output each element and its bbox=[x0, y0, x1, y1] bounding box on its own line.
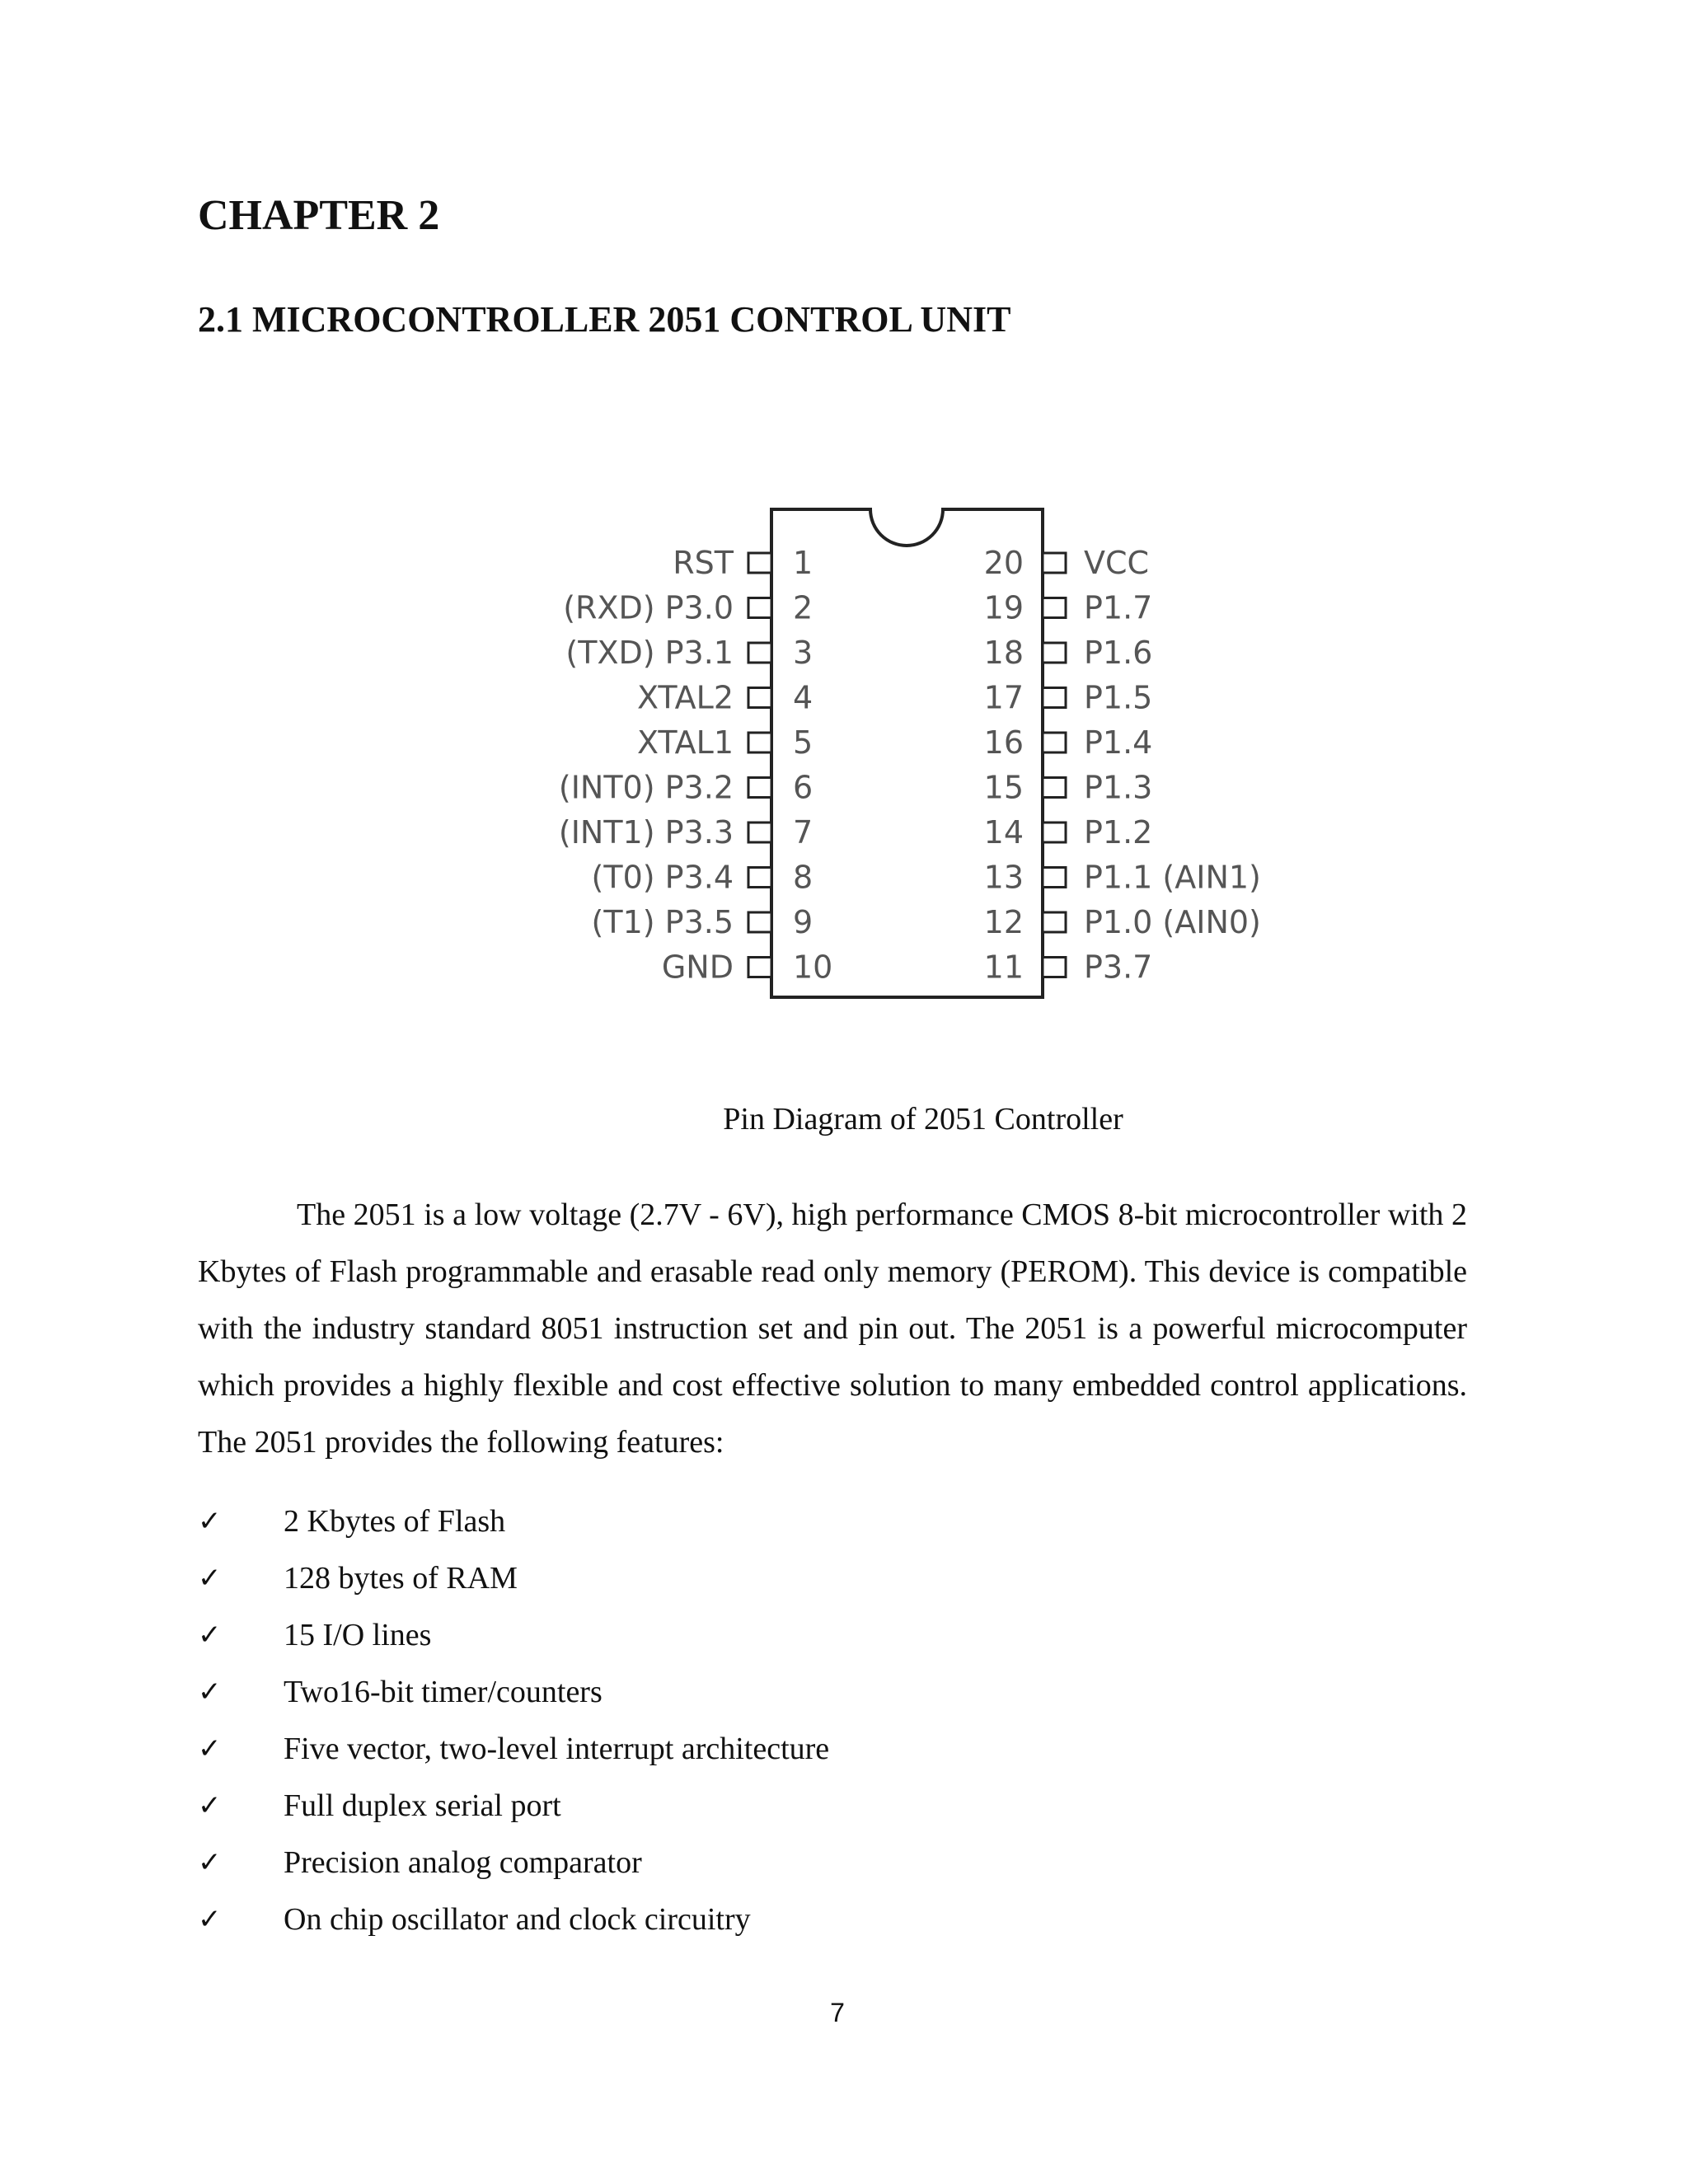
figure-caption-row bbox=[0, 1101, 1688, 1137]
pin-label: P1.1 (AIN1) bbox=[1084, 859, 1261, 896]
pin-square bbox=[748, 823, 771, 842]
pin-square bbox=[1043, 958, 1066, 977]
checkmark-icon: ✓ bbox=[198, 1789, 222, 1822]
pin-square bbox=[1043, 823, 1066, 842]
pin-label: VCC bbox=[1084, 545, 1150, 581]
pin-square bbox=[748, 868, 771, 888]
pin-label: (TXD) P3.1 bbox=[565, 635, 734, 671]
feature-item bbox=[198, 1607, 829, 1664]
pin-square bbox=[1043, 778, 1066, 798]
checkmark-icon: ✓ bbox=[198, 1562, 222, 1595]
pin-number: 19 bbox=[983, 589, 1024, 626]
pin-number: 7 bbox=[793, 814, 814, 851]
pin-square bbox=[1043, 688, 1066, 708]
pin-number: 17 bbox=[983, 679, 1024, 716]
pin-label: P1.2 bbox=[1084, 814, 1153, 851]
pin-label: P1.4 bbox=[1084, 724, 1153, 761]
feature-item bbox=[198, 1891, 829, 1948]
pin-number: 8 bbox=[793, 859, 814, 896]
checkmark-icon: ✓ bbox=[198, 1619, 222, 1652]
pin-label: XTAL1 bbox=[637, 724, 734, 761]
feature-text: 128 bytes of RAM bbox=[284, 1561, 518, 1596]
page-number: 7 bbox=[830, 1998, 845, 2027]
pin-number: 12 bbox=[983, 904, 1024, 940]
pin-number: 16 bbox=[983, 724, 1024, 761]
pin-number: 1 bbox=[793, 545, 814, 581]
pin-square bbox=[748, 912, 771, 932]
feature-item bbox=[198, 1550, 829, 1607]
checkmark-icon: ✓ bbox=[198, 1732, 222, 1765]
feature-text: On chip oscillator and clock circuitry bbox=[284, 1902, 751, 1937]
pin-square bbox=[748, 598, 771, 618]
body-paragraph: The 2051 is a low voltage (2.7V - 6V), high performance CMOS 8-bit microcontroller with 2 Kbytes of Flash programmable and erasable read only memory (PEROM). This device is compatible with the industry standard 8051 instruction set and pin out. The 2051 is a powerful microcomputer which provides a highly flexible and cost effective solution to many embedded control applications. The 2051 provides the following features: bbox=[198, 1197, 1467, 1460]
chapter-title: CHAPTER 2 bbox=[198, 192, 440, 239]
pin-square bbox=[1043, 733, 1066, 752]
pin-square bbox=[748, 643, 771, 663]
pin-square bbox=[1043, 868, 1066, 888]
pin-square bbox=[1043, 598, 1066, 618]
feature-text: Two16-bit timer/counters bbox=[284, 1675, 603, 1709]
pin-label: (T0) P3.4 bbox=[591, 859, 734, 896]
feature-item bbox=[198, 1493, 829, 1550]
checkmark-icon: ✓ bbox=[198, 1903, 222, 1936]
pin-label: XTAL2 bbox=[637, 679, 734, 716]
pin-square bbox=[748, 733, 771, 752]
pin-number: 5 bbox=[793, 724, 814, 761]
feature-text: 2 Kbytes of Flash bbox=[284, 1504, 506, 1539]
feature-item bbox=[198, 1721, 829, 1778]
feature-text: 15 I/O lines bbox=[284, 1618, 432, 1652]
pin-number: 10 bbox=[793, 949, 833, 986]
page-number-row bbox=[0, 1998, 1688, 2028]
feature-item bbox=[198, 1664, 829, 1721]
checkmark-icon: ✓ bbox=[198, 1846, 222, 1879]
feature-text: Precision analog comparator bbox=[284, 1845, 642, 1880]
pin-label: (INT0) P3.2 bbox=[558, 769, 734, 806]
pin-number: 9 bbox=[793, 904, 814, 940]
feature-item bbox=[198, 1835, 829, 1891]
checkmark-icon: ✓ bbox=[198, 1505, 222, 1538]
pin-label: P1.5 bbox=[1084, 679, 1153, 716]
pin-number: 6 bbox=[793, 769, 814, 806]
feature-text: Full duplex serial port bbox=[284, 1788, 561, 1823]
pin-number: 11 bbox=[983, 949, 1024, 986]
pin-label: P1.3 bbox=[1084, 769, 1153, 806]
pin-number: 18 bbox=[983, 635, 1024, 671]
pin-label: P1.0 (AIN0) bbox=[1084, 904, 1261, 940]
pin-number: 3 bbox=[793, 635, 814, 671]
pin-label: (T1) P3.5 bbox=[591, 904, 734, 940]
pin-square bbox=[748, 553, 771, 573]
pin-label: RST bbox=[673, 545, 734, 581]
pin-label: (RXD) P3.0 bbox=[563, 589, 734, 626]
pin-label: GND bbox=[661, 949, 734, 986]
pin-number: 20 bbox=[983, 545, 1024, 581]
pin-number: 14 bbox=[983, 814, 1024, 851]
pin-square bbox=[1043, 643, 1066, 663]
pin-label: P3.7 bbox=[1084, 949, 1153, 986]
feature-text: Five vector, two-level interrupt architecture bbox=[284, 1732, 830, 1766]
pin-square bbox=[748, 958, 771, 977]
pin-label: P1.6 bbox=[1084, 635, 1153, 671]
pin-number: 4 bbox=[793, 679, 814, 716]
feature-list bbox=[198, 1493, 829, 1948]
feature-item bbox=[198, 1778, 829, 1835]
figure-caption: Pin Diagram of 2051 Controller bbox=[723, 1102, 1123, 1137]
pin-number: 15 bbox=[983, 769, 1024, 806]
pin-square bbox=[748, 778, 771, 798]
pin-diagram bbox=[511, 494, 1335, 1022]
pin-square bbox=[748, 688, 771, 708]
checkmark-icon: ✓ bbox=[198, 1675, 222, 1708]
pin-number: 13 bbox=[983, 859, 1024, 896]
pin-square bbox=[1043, 912, 1066, 932]
pin-label: P1.7 bbox=[1084, 589, 1153, 626]
section-title: 2.1 MICROCONTROLLER 2051 CONTROL UNIT bbox=[198, 299, 1011, 340]
pin-square bbox=[1043, 553, 1066, 573]
pin-number: 2 bbox=[793, 589, 814, 626]
pin-label: (INT1) P3.3 bbox=[558, 814, 734, 851]
